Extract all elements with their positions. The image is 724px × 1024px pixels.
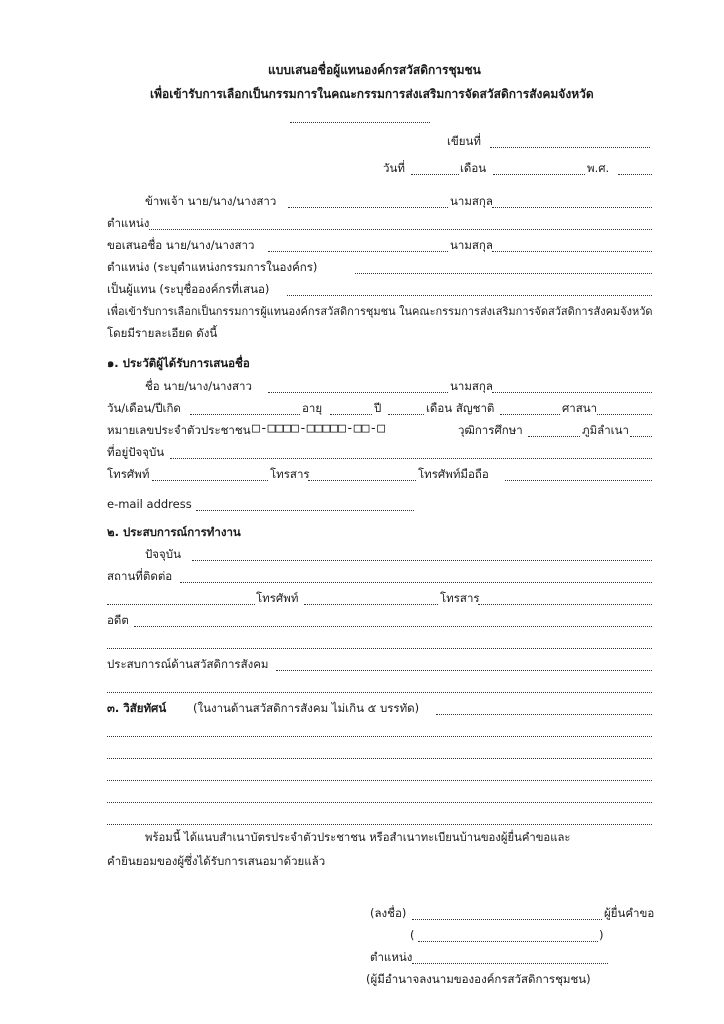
province-field[interactable] [290, 122, 430, 123]
contact-place-field[interactable] [180, 582, 652, 583]
age-label: อายุ [302, 401, 323, 415]
section3-heading: ๓. วิสัยทัศน์ [107, 701, 167, 715]
nominee-lastname-label: นามสกุล [450, 379, 493, 393]
form-subtitle: เพื่อเข้ารับการเลือกเป็นกรรมการในคณะกรรมการส่งเสริมการจัดสวัสดิการสังคมจังหวัด [150, 87, 594, 101]
nominee-surname-label: นามสกุล [450, 238, 493, 252]
month-nationality-label: เดือน สัญชาติ [426, 401, 495, 415]
applicant-position-label: ตำแหน่ง [107, 216, 150, 230]
work-phone-label: โทรศัพท์ [256, 591, 299, 605]
age-month-field[interactable] [388, 414, 424, 415]
education-field[interactable] [528, 436, 580, 437]
attachment-note: พร้อมนี้ ได้แนบสำเนาบัตรประจำตัวประชาชน หรือสำเนาทะเบียนบ้านของผู้ยื่นคำขอและ [145, 831, 571, 844]
nominee-surname-field[interactable] [492, 251, 652, 252]
applicant-name-label: ข้าพเจ้า นาย/นาง/นางสาว [145, 194, 277, 208]
mobile-field[interactable] [505, 480, 652, 481]
written-at-label: เขียนที่ [447, 134, 481, 148]
social-experience-label: ประสบการณ์ด้านสวัสดิการสังคม [107, 657, 269, 671]
social-experience-field-2[interactable] [107, 692, 652, 693]
education-label: วุฒิการศึกษา [458, 423, 523, 437]
applicant-label: ผู้ยื่นคำขอ [604, 906, 655, 920]
applicant-name-field[interactable] [288, 207, 448, 208]
id-number-label: หมายเลขประจำตัวประชาชน [107, 423, 251, 437]
month-field[interactable] [493, 174, 585, 175]
dob-label: วัน/เดือน/ปีเกิด [107, 401, 181, 415]
vision-field[interactable] [436, 714, 652, 715]
email-label: e-mail address [107, 497, 192, 511]
signer-position-field[interactable] [412, 963, 608, 964]
contact-place-label: สถานที่ติดต่อ [107, 569, 173, 583]
month-label: เดือน [460, 161, 487, 175]
purpose-text: เพื่อเข้ารับการเลือกเป็นกรรมการผู้แทนองค์กรสวัสดิการชุมชน ในคณะกรรมการส่งเสริมการจัดสวัสดิการสังคมจังหวัด [107, 305, 653, 318]
phone-label: โทรศัพท์ [107, 467, 150, 481]
nominee-position-field[interactable] [355, 273, 652, 274]
signer-position-label: ตำแหน่ง [370, 950, 413, 964]
printed-name-field[interactable] [418, 941, 598, 942]
vision-line-4[interactable] [107, 780, 652, 781]
purpose-text-2: โดยมีรายละเอียด ดังนี้ [107, 326, 218, 340]
past-work-field-2[interactable] [107, 648, 652, 649]
nominee-position-label: ตำแหน่ง (ระบุตำแหน่งกรรมการในองค์กร) [107, 260, 318, 274]
section2-heading: ๒. ประสบการณ์การทำงาน [107, 525, 241, 539]
applicant-position-field[interactable] [149, 229, 652, 230]
fax-field[interactable] [308, 480, 416, 481]
vision-line-5[interactable] [107, 802, 652, 803]
date-label: วันที่ [383, 161, 405, 175]
sign-label: (ลงชื่อ) [370, 906, 407, 920]
nominee-firstname-label: ชื่อ นาย/นาง/นางสาว [145, 379, 252, 393]
age-field[interactable] [330, 414, 372, 415]
representative-field[interactable] [287, 295, 652, 296]
signature-field[interactable] [412, 919, 602, 920]
id-number-boxes[interactable]: □-□□□□-□□□□□-□□-□ [252, 421, 386, 436]
section1-heading: ๑. ประวัติผู้ได้รับการเสนอชื่อ [107, 356, 250, 370]
work-fax-field[interactable] [478, 604, 652, 605]
religion-field[interactable] [597, 414, 652, 415]
year-label: พ.ศ. [587, 161, 610, 175]
religion-label: ศาสนา [562, 401, 598, 415]
mobile-label: โทรศัพท์มือถือ [418, 467, 489, 481]
nominee-firstname-field[interactable] [268, 392, 448, 393]
form-title: แบบเสนอชื่อผู้แทนองค์กรสวัสดิการชุมชน [268, 63, 481, 77]
vision-line-6[interactable] [107, 824, 652, 825]
open-paren: ( [410, 928, 415, 942]
written-at-field[interactable] [490, 147, 650, 148]
nationality-field[interactable] [500, 414, 560, 415]
hometown-field[interactable] [630, 436, 652, 437]
current-work-label: ปัจจุบัน [145, 547, 181, 561]
applicant-surname-field[interactable] [492, 207, 652, 208]
applicant-surname-label: นามสกุล [450, 194, 493, 208]
close-paren: ) [599, 928, 604, 942]
representative-label: เป็นผู้แทน (ระบุชื่อองค์กรที่เสนอ) [107, 282, 270, 296]
vision-line-2[interactable] [107, 736, 652, 737]
hometown-label: ภูมิลำเนา [582, 423, 629, 437]
vision-line-3[interactable] [107, 758, 652, 759]
current-work-field[interactable] [192, 560, 652, 561]
year-field[interactable] [618, 174, 652, 175]
authority-note: (ผู้มีอำนาจลงนามขององค์กรสวัสดิการชุมชน) [366, 972, 591, 986]
date-field[interactable] [411, 174, 459, 175]
work-fax-label: โทรสาร [440, 591, 480, 605]
phone-field[interactable] [152, 480, 268, 481]
nominee-lastname-field[interactable] [492, 392, 652, 393]
work-phone-field[interactable] [304, 604, 438, 605]
fax-label: โทรสาร [270, 467, 310, 481]
past-work-field[interactable] [134, 626, 652, 627]
dob-field[interactable] [190, 414, 300, 415]
age-year-label: ปี [374, 401, 382, 415]
nominee-name-field[interactable] [268, 251, 448, 252]
address-field[interactable] [170, 458, 652, 459]
past-work-label: อดีต [107, 613, 129, 627]
attachment-note-2: คำยินยอมของผู้ซึ่งได้รับการเสนอมาด้วยแล้ว [107, 854, 326, 868]
section3-note: (ในงานด้านสวัสดิการสังคม ไม่เกิน ๕ บรรทัด) [193, 701, 420, 715]
nominee-name-label: ขอเสนอชื่อ นาย/นาง/นางสาว [107, 238, 255, 252]
address-label: ที่อยู่ปัจจุบัน [107, 445, 165, 459]
contact-place-field-2[interactable] [107, 604, 255, 605]
social-experience-field[interactable] [276, 670, 652, 671]
email-field[interactable] [196, 510, 414, 511]
